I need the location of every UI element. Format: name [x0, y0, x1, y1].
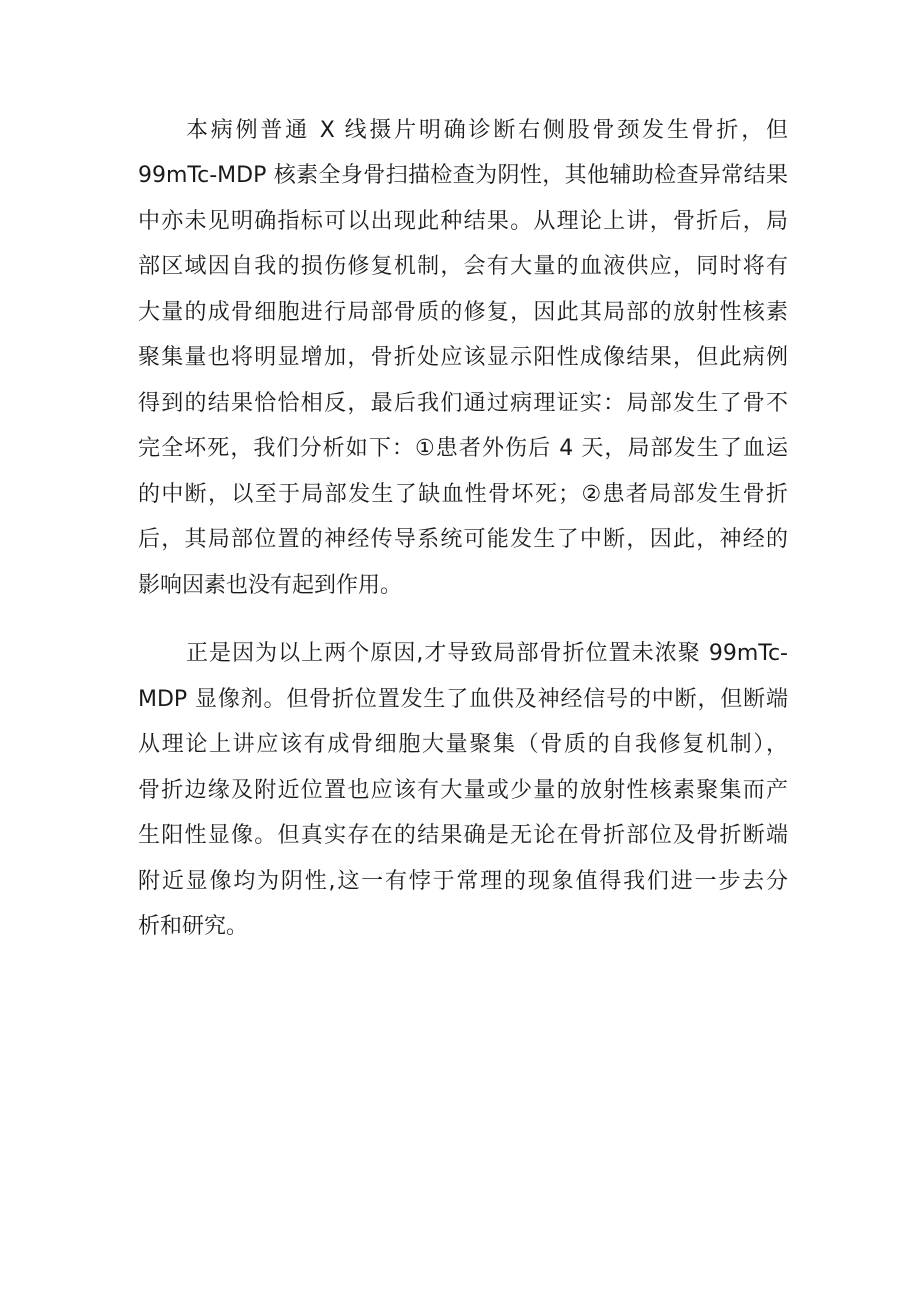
text-line: 附近显像均为阴性,这一有悖于常理的现象值得我们进一步去分 — [138, 869, 788, 894]
text-line: 99mTc-MDP 核素全身骨扫描检查为阴性，其他辅助检查异常结果 — [138, 163, 788, 188]
text-line: 聚集量也将明显增加，骨折处应该显示阳性成像结果，但此病例 — [138, 345, 788, 370]
text-line: 大量的成骨细胞进行局部骨质的修复，因此其局部的放射性核素 — [138, 300, 788, 325]
text-line: 的中断，以至于局部发生了缺血性骨坏死；②患者局部发生骨折 — [138, 482, 788, 507]
text-line: 本病例普通 X 线摄片明确诊断右侧股骨颈发生骨折，但 — [186, 118, 788, 143]
text-line: 中亦未见明确指标可以出现此种结果。从理论上讲，骨折后，局 — [138, 209, 788, 234]
text-line: 析和研究。 — [138, 914, 249, 939]
text-line: 部区域因自我的损伤修复机制，会有大量的血液供应，同时将有 — [138, 254, 788, 279]
text-line: 骨折边缘及附近位置也应该有大量或少量的放射性核素聚集而产 — [138, 778, 788, 803]
text-line: 影响因素也没有起到作用。 — [138, 573, 403, 598]
text-line: 生阳性显像。但真实存在的结果确是无论在骨折部位及骨折断端 — [138, 823, 788, 848]
text-line: 正是因为以上两个原因,才导致局部骨折位置未浓聚 99mTc- — [186, 641, 788, 666]
text-line: 得到的结果恰恰相反，最后我们通过病理证实：局部发生了骨不 — [138, 391, 788, 416]
text-line: 完全坏死，我们分析如下：①患者外伤后 4 天，局部发生了血运 — [138, 436, 788, 461]
text-line: 从理论上讲应该有成骨细胞大量聚集（骨质的自我修复机制）， — [138, 732, 788, 757]
text-line: 后，其局部位置的神经传导系统可能发生了中断，因此，神经的 — [138, 527, 788, 552]
text-line: MDP 显像剂。但骨折位置发生了血供及神经信号的中断，但断端 — [138, 687, 788, 712]
